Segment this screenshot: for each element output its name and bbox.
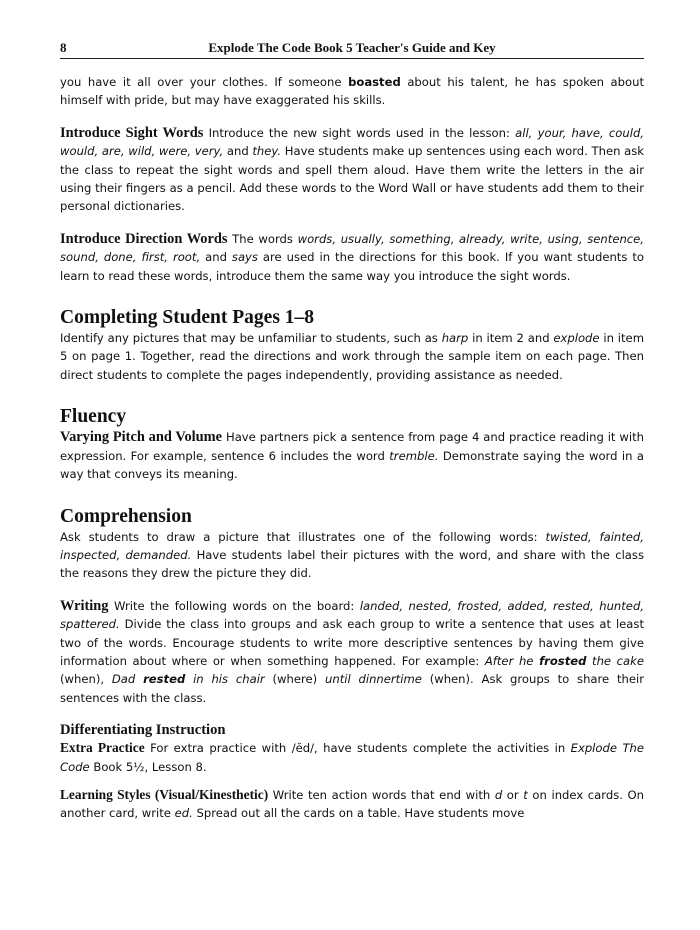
comprehension-heading: Comprehension <box>60 505 192 527</box>
differentiating-heading: Differentiating Instruction <box>60 722 226 739</box>
sight-words-lead: Introduce Sight Words <box>60 124 204 141</box>
learning-styles-lead: Learning Styles (Visual/Kinesthetic) <box>60 786 269 802</box>
fluency-heading: Fluency <box>60 406 127 428</box>
fluency-lead: Varying Pitch and Volume <box>60 429 223 446</box>
extra-practice-lead: Extra Practice <box>60 740 145 756</box>
running-title: Explode The Code Book 5 Teacher's Guide and Key <box>208 40 496 55</box>
sight-words-paragraph: Introduce Sight Words Introduce the new sight words used in the lesson: all, your, have, could, would, are, wild, were, very, and they. Have students make up sentences using each word. Then ask the class to repeat the sight words and spell them aloud. Have them write the letters in the air using their fingers as a pencil. Add these words to the Word Wall or have students add them to their personal dictionaries. <box>60 124 644 214</box>
bold-term: boasted <box>348 75 401 89</box>
comprehension-paragraph: Ask students to draw a picture that illustrates one of the following words: twisted, fainted, inspected, demanded. Have students label their pictures with the word, and share with the class the reasons they drew the picture they did. <box>60 529 644 581</box>
running-head <box>60 38 644 59</box>
page <box>60 38 644 823</box>
fluency-paragraph: Varying Pitch and Volume Have partners pick a sentence from page 4 and practice reading it with expression. For example, sentence 6 includes the word tremble. Demonstrate saying the word in a way that conveys its meaning. <box>60 429 644 482</box>
writing-paragraph: Writing Write the following words on the board: landed, nested, frosted, added, rested, hunted, spattered. Divide the class into groups and ask each group to write a sentence that uses at least two of the words. Encourage students to write more descriptive sentences by having them give information about where or when something happened. For example: After he frosted the cake (when), Dad rested in his chair (where) until dinnertime (when). Ask groups to share their sentences with the class. <box>60 597 644 705</box>
completing-paragraph: Identify any pictures that may be unfamiliar to students, such as harp in item 2 and explode in item 5 on page 1. Together, read the directions and work through the sample item on each page. Then direct students to complete the pages independently, providing assistance as needed. <box>60 331 644 382</box>
intro-paragraph: you have it all over your clothes. If someone boasted about his talent, he has spoken about himself with pride, but may have exaggerated his skills. <box>60 75 644 108</box>
learning-styles-paragraph: Learning Styles (Visual/Kinesthetic) Write ten action words that end with d or t on index cards. On another card, write ed. Spread out all the cards on a table. Have students move <box>60 786 645 821</box>
direction-words-lead: Introduce Direction Words <box>60 230 228 247</box>
extra-practice-paragraph: Extra Practice For extra practice with /ĕd/, have students complete the activities in Explode The Code Book 5½, Lesson 8. <box>60 740 645 774</box>
page-number: 8 <box>60 40 67 55</box>
writing-lead: Writing <box>60 597 109 614</box>
direction-words-paragraph: Introduce Direction Words The words words, usually, something, already, write, using, sentence, sound, done, first, root, and says are used in the directions for this book. If you want students to learn to read these words, introduce them the same way you introduce the sight words. <box>60 230 645 283</box>
completing-heading: Completing Student Pages 1–8 <box>60 307 315 329</box>
